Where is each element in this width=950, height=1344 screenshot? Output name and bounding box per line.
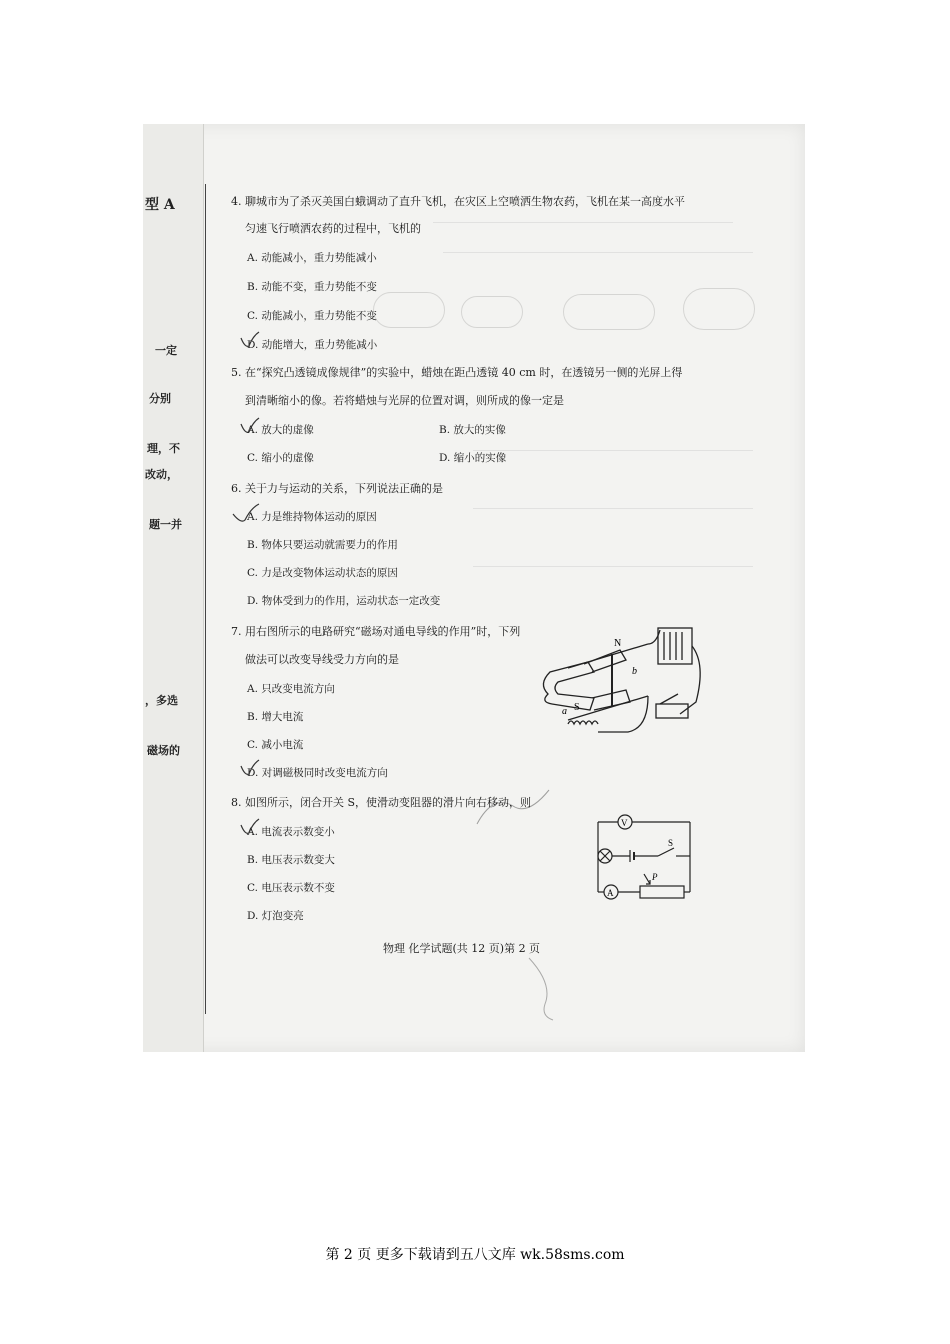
margin-fragment: 磁场的 — [147, 744, 180, 757]
margin-fragment: 改动， — [145, 468, 178, 481]
margin-fragment: 理，不 — [147, 442, 180, 455]
question-4-option-c: C. 动能减小，重力势能不变 — [247, 310, 377, 322]
pen-scribble — [523, 954, 583, 1024]
question-5-stem-line-1: 5. 在“探究凸透镜成像规律”的实验中，蜡烛在距凸透镜 40 cm 时，在透镜另一侧的光屏上得 — [231, 366, 683, 379]
horseshoe-magnet-shape — [543, 662, 594, 710]
question-7-option-c: C. 减小电流 — [247, 739, 304, 751]
label-s: S — [574, 702, 580, 713]
column-rule — [205, 184, 206, 1014]
question-5-option-a: A. 放大的虚像 — [247, 424, 314, 436]
pen-check-mark — [231, 502, 261, 526]
margin-fragment: ，多选 — [145, 694, 178, 707]
question-6-option-c: C. 力是改变物体运动状态的原因 — [247, 567, 398, 579]
question-4-stem-line-2: 匀速飞行喷洒农药的过程中，飞机的 — [245, 222, 421, 235]
margin-fragment: 题一并 — [149, 518, 182, 531]
question-7-option-b: B. 增大电流 — [247, 711, 304, 723]
scan-page-footer: 物理 化学试题(共 12 页)第 2 页 — [383, 942, 541, 955]
bleed-through-line — [473, 566, 753, 567]
question-5-option-d: D. 缩小的实像 — [439, 452, 507, 464]
label-a: a — [562, 706, 567, 717]
label-v: V — [621, 818, 628, 828]
coil-shape — [568, 721, 598, 724]
question-8-option-a: A. 电流表示数变小 — [247, 826, 335, 838]
question-6-option-a: A. 力是维持物体运动的原因 — [247, 511, 377, 523]
pen-check-mark — [239, 416, 261, 438]
bleed-through-shape — [373, 292, 445, 328]
question-8-option-d: D. 灯泡变亮 — [247, 910, 304, 922]
question-4-option-d: D. 动能增大，重力势能减小 — [247, 339, 378, 351]
bleed-through-line — [433, 222, 733, 223]
bleed-through-line — [473, 508, 753, 509]
question-4-option-b: B. 动能不变，重力势能不变 — [247, 281, 377, 293]
bleed-through-shape — [461, 296, 523, 328]
margin-fragment: 型 A — [145, 197, 175, 213]
margin-fragment: 分别 — [149, 392, 171, 405]
bleed-through-line — [473, 450, 753, 451]
question-8-option-c: C. 电压表示数不变 — [247, 882, 335, 894]
question-6-stem: 6. 关于力与运动的关系，下列说法正确的是 — [231, 482, 443, 495]
scanned-exam-page — [143, 124, 805, 1052]
question-5-option-c: C. 缩小的虚像 — [247, 452, 314, 464]
question-7-stem-line-1: 7. 用右图所示的电路研究“磁场对通电导线的作用”时，下列 — [231, 625, 521, 638]
question-6-option-b: B. 物体只要运动就需要力的作用 — [247, 539, 398, 551]
pen-scribble — [473, 784, 553, 834]
question-8-stem: 8. 如图所示，闭合开关 S，使滑动变阻器的滑片向右移动，则 — [231, 796, 532, 809]
pen-check-mark — [239, 758, 261, 780]
question-4-stem-line-1: 4. 聊城市为了杀灭美国白蛾调动了直升飞机，在灾区上空喷洒生物农药，飞机在某一高度水平 — [231, 195, 685, 208]
question-4-option-a: A. 动能减小，重力势能减小 — [247, 252, 377, 264]
question-7-option-a: A. 只改变电流方向 — [247, 683, 335, 695]
label-b: b — [632, 666, 637, 677]
question-7-stem-line-2: 做法可以改变导线受力方向的是 — [245, 653, 399, 666]
margin-fragment: 一定 — [155, 344, 177, 357]
bleed-through-shape — [683, 288, 755, 330]
figure-7-circuit-diagram — [528, 624, 708, 734]
bleed-through-line — [443, 252, 753, 253]
question-5-stem-line-2: 到清晰缩小的像。若将蜡烛与光屏的位置对调，则所成的像一定是 — [245, 394, 564, 407]
switch-lever — [660, 694, 678, 704]
slider-arrow — [644, 874, 650, 884]
figure-8-circuit-diagram — [578, 814, 708, 909]
question-5-option-b: B. 放大的实像 — [439, 424, 506, 436]
label-n: N — [614, 638, 622, 649]
rail-line — [568, 644, 648, 668]
question-6-option-d: D. 物体受到力的作用，运动状态一定改变 — [247, 595, 441, 607]
battery-box — [658, 628, 692, 664]
switch-blade — [658, 848, 674, 856]
rheostat-box — [640, 886, 684, 898]
question-8-option-b: B. 电压表示数变大 — [247, 854, 335, 866]
label-p: P — [652, 872, 658, 882]
label-s: S — [668, 838, 674, 848]
bleed-through-shape — [563, 294, 655, 330]
question-7-option-d: D. 对调磁极同时改变电流方向 — [247, 767, 388, 779]
page-footer: 第 2 页 更多下载请到五八文库 wk.58sms.com — [325, 1247, 625, 1263]
label-a: A — [607, 888, 614, 898]
wire — [598, 696, 648, 732]
pen-check-mark — [239, 330, 261, 352]
pen-check-mark — [239, 817, 261, 839]
left-margin-strip — [143, 124, 204, 1052]
